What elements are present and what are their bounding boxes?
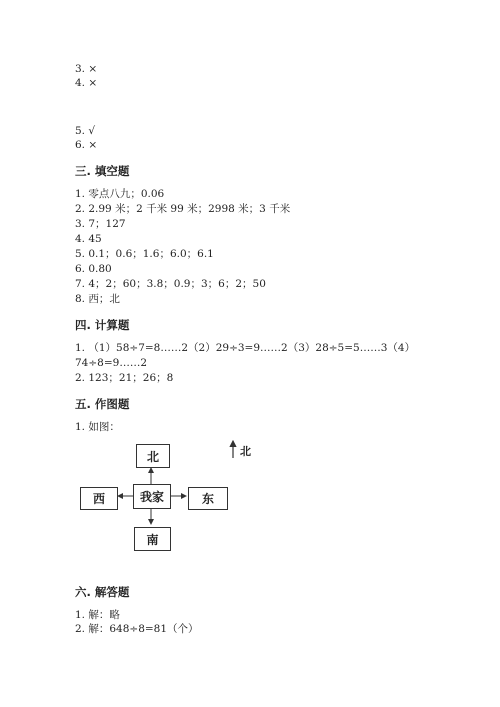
compass-label: 北 (240, 445, 251, 458)
fill-item: 5. 0.1；0.6；1.6；6.0；6.1 (75, 248, 214, 260)
fill-item: 2. 2.99 米；2 千米 99 米；2998 米；3 千米 (75, 203, 291, 215)
fill-item: 4. 45 (75, 233, 102, 245)
east-box: 东 (188, 487, 228, 510)
calc-item: 1. （1）58÷7=8……2（2）29÷3=9……2（3）28÷5=5……3（4） (75, 342, 416, 354)
section-3-title: 三. 填空题 (75, 164, 130, 178)
solve-item: 1. 解：略 (75, 609, 120, 621)
answer-6: 6. × (75, 139, 98, 151)
fill-item: 8. 西；北 (75, 293, 120, 305)
fill-item: 7. 4；2；60；3.8；0.9；3；6；2；50 (75, 278, 266, 290)
fill-item: 6. 0.80 (75, 263, 112, 275)
west-box: 西 (80, 487, 118, 510)
answer-4: 4. × (75, 77, 98, 89)
answer-3: 3. × (75, 63, 98, 75)
section-4-title: 四. 计算题 (75, 318, 130, 332)
solve-item: 2. 解：648÷8=81（个） (75, 623, 199, 635)
calc-item: 74÷8=9……2 (75, 357, 147, 369)
fill-item: 1. 零点八九；0.06 (75, 188, 165, 200)
section-6-title: 六. 解答题 (75, 585, 130, 599)
north-box: 北 (136, 444, 170, 468)
drawing-intro: 1. 如图： (75, 421, 120, 433)
section-5-title: 五. 作图题 (75, 397, 130, 411)
answer-5: 5. √ (75, 125, 96, 137)
south-box: 南 (134, 527, 171, 551)
fill-item: 3. 7；127 (75, 218, 126, 230)
home-box: 我家 (133, 484, 171, 509)
calc-item: 2. 123；21；26；8 (75, 372, 174, 384)
